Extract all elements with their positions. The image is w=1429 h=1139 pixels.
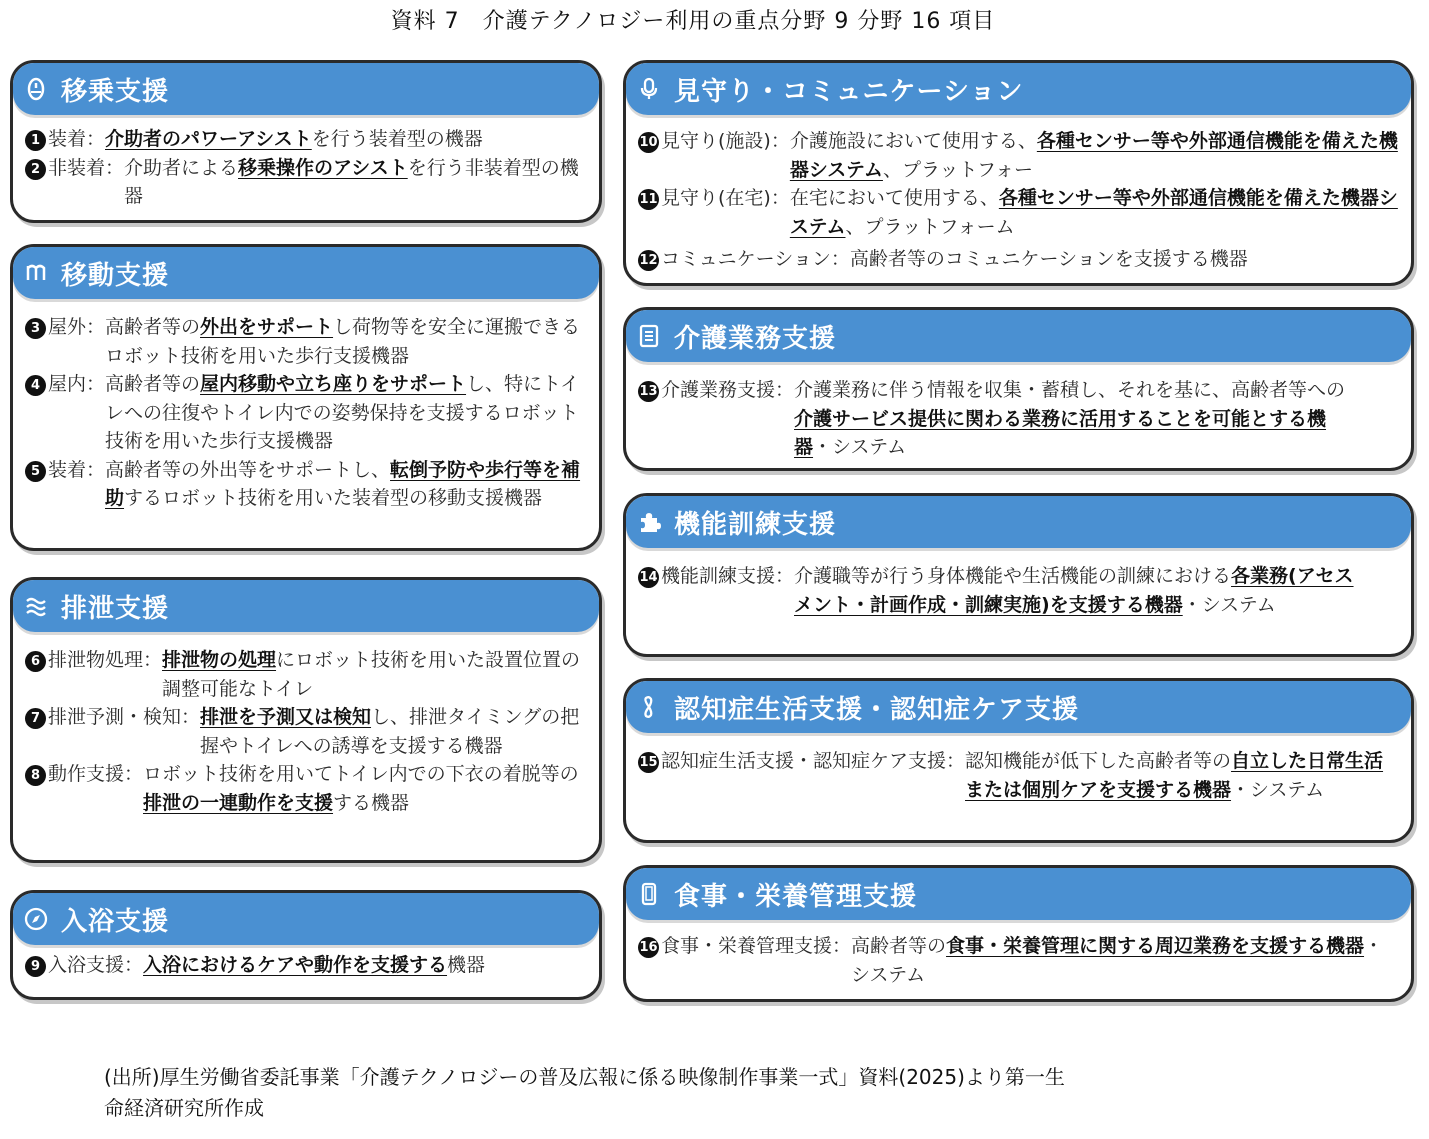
card-mobility-support <box>10 244 602 551</box>
card-meal-nutrition-support <box>623 865 1414 1002</box>
item-label: 機能訓練支援： <box>661 565 795 587</box>
list-item <box>25 313 589 370</box>
list-item <box>638 245 1401 274</box>
item-text: 高齢者等の <box>105 316 201 338</box>
puzzle-icon <box>636 509 662 535</box>
item-text: 在宅において使用する、 <box>789 187 999 209</box>
item-text: ・システム <box>813 436 907 458</box>
card-header <box>626 681 1411 733</box>
person-transfer-icon <box>23 76 49 102</box>
item-text: を行う非装着型の機器 <box>124 156 579 207</box>
card-functional-training-support <box>623 493 1414 657</box>
card-bathing-support <box>10 890 602 1000</box>
emphasis-text: 移乗操作のアシスト <box>238 156 408 179</box>
item-number: 10 <box>638 132 659 153</box>
emphasis-text: 介護サービス提供に関わる業務に活用することを可能とする機器 <box>794 407 1327 458</box>
smartphone-icon <box>636 881 662 907</box>
card-transfer-support <box>10 60 602 223</box>
item-text: 、プラットフォーム <box>845 215 1015 238</box>
card-header <box>626 868 1411 920</box>
card-header <box>626 310 1411 362</box>
item-text: 介護施設において使用する、 <box>789 130 1037 152</box>
item-number: 3 <box>25 318 46 339</box>
item-label: 見守り(施設)： <box>661 130 790 152</box>
item-number: 6 <box>25 651 46 672</box>
item-text: する機器 <box>333 791 410 814</box>
emphasis-text: 介助者のパワーアシスト <box>105 128 312 150</box>
item-text: 機器 <box>447 954 486 976</box>
item-number: 13 <box>638 381 659 402</box>
list-item <box>25 125 589 154</box>
item-text: し、特にトイレへの往復やトイレ内での姿勢保持を支援するロボット技術を用いた歩行支援機器 <box>105 373 580 452</box>
emphasis-text: 排泄の一連動作を支援 <box>143 791 334 814</box>
walking-icon <box>23 260 49 286</box>
item-text: し荷物等を安全に運搬できるロボット技術を用いた歩行支援機器 <box>105 316 581 367</box>
card-title: 機能訓練支援 <box>674 509 837 540</box>
source-note <box>104 1062 1284 1124</box>
card-excretion-support <box>10 577 602 863</box>
card-header <box>626 496 1411 548</box>
emphasis-text: 自立した日常生活または個別ケアを支援する機器 <box>965 750 1384 801</box>
item-number: 7 <box>25 708 46 729</box>
document-list-icon <box>636 323 662 349</box>
item-label: 入浴支援： <box>48 954 144 976</box>
card-title: 排泄支援 <box>61 593 170 624</box>
emphasis-text: 各業務(アセスメント・計画作成・訓練実施)を支援する機器 <box>794 565 1354 616</box>
card-header <box>626 63 1411 115</box>
emphasis-text: 入浴におけるケアや動作を支援する <box>143 954 448 976</box>
item-text: にロボット技術を用いた設置位置の調整可能なトイレ <box>162 649 581 700</box>
item-text: ・システム <box>1231 778 1325 801</box>
item-number: 4 <box>25 375 46 396</box>
item-text: 高齢者等のコミュニケーションを支援する機器 <box>849 248 1248 270</box>
card-title: 移乗支援 <box>61 76 170 107</box>
list-item <box>25 646 589 703</box>
card-header <box>13 247 599 299</box>
emphasis-text: 屋内移動や立ち座りをサポート <box>200 373 467 395</box>
list-item <box>25 456 589 513</box>
list-item <box>25 951 589 980</box>
item-label: 認知症生活支援・認知症ケア支援： <box>661 750 966 772</box>
item-label: 見守り(在宅)： <box>661 187 790 209</box>
item-text: ・システム <box>1182 593 1276 616</box>
list-item <box>638 184 1401 241</box>
card-title: 見守り・コミュニケーション <box>674 76 1024 107</box>
item-number: 14 <box>638 567 659 588</box>
card-header <box>13 580 599 632</box>
emphasis-text: 各種センサー等や外部通信機能を備えた機器システム <box>789 130 1398 181</box>
item-label: 排泄物処理： <box>48 649 163 671</box>
item-label: 排泄予測・検知： <box>48 706 201 728</box>
item-number: 2 <box>25 159 46 180</box>
card-title: 食事・栄養管理支援 <box>674 881 918 912</box>
page-title: 資料 7 介護テクノロジー利用の重点分野 9 分野 16 項目 <box>390 9 996 34</box>
list-item <box>25 703 589 760</box>
card-title: 移動支援 <box>61 260 170 291</box>
microphone-icon <box>636 76 662 102</box>
card-title: 認知症生活支援・認知症ケア支援 <box>674 694 1080 725</box>
source-line-2: 命経済研究所作成 <box>104 1096 264 1120</box>
card-header <box>13 893 599 945</box>
item-text: 高齢者等の <box>851 935 947 957</box>
card-header <box>13 63 599 115</box>
item-number: 11 <box>638 189 659 210</box>
bath-compass-icon <box>23 906 49 932</box>
item-text: ロボット技術を用いてトイレ内での下衣の着脱等の <box>143 763 579 785</box>
list-item <box>638 127 1401 184</box>
emphasis-text: 外出をサポート <box>200 316 334 338</box>
item-label: コミュニケーション： <box>661 248 850 270</box>
item-text: するロボット技術を用いた装着型の移動支援機器 <box>124 487 543 509</box>
source-line-1: (出所)厚生労働省委託事業「介護テクノロジーの普及広報に係る映像制作事業一式」資料(2025)より第一生 <box>104 1065 1065 1089</box>
card-monitoring-communication <box>623 60 1414 286</box>
item-number: 12 <box>638 250 659 271</box>
item-text: ・システム <box>851 935 1384 986</box>
item-label: 非装着： <box>48 156 125 179</box>
emphasis-text: 排泄を予測又は検知 <box>200 706 372 728</box>
list-item <box>25 370 589 456</box>
item-text: を行う装着型の機器 <box>311 128 483 150</box>
item-text: 高齢者等の外出等をサポートし、 <box>105 458 391 481</box>
item-number: 16 <box>638 937 659 958</box>
item-number: 15 <box>638 752 659 773</box>
item-text: し、排泄タイミングの把握やトイレへの誘導を支援する機器 <box>200 706 580 757</box>
list-item <box>638 747 1401 804</box>
item-label: 動作支援： <box>48 763 144 785</box>
item-number: 5 <box>25 461 46 482</box>
item-label: 装着： <box>48 128 106 150</box>
item-number: 8 <box>25 765 46 786</box>
emphasis-text: 排泄物の処理 <box>162 649 277 671</box>
item-label: 介護業務支援： <box>661 379 795 401</box>
infinity-icon <box>636 694 662 720</box>
item-text: 、プラットフォー <box>882 158 1034 181</box>
item-number: 9 <box>25 956 46 977</box>
item-text: 介護職等が行う身体機能や生活機能の訓練における <box>794 565 1232 587</box>
list-item <box>638 932 1401 989</box>
card-title: 介護業務支援 <box>674 323 837 354</box>
list-item <box>25 154 589 211</box>
list-item <box>25 760 589 817</box>
item-label: 屋内： <box>48 373 106 395</box>
item-text: 介助者による <box>124 156 239 179</box>
item-text: 介護業務に伴う情報を収集・蓄積し、それを基に、高齢者等への <box>794 379 1346 401</box>
item-label: 食事・栄養管理支援： <box>661 935 852 957</box>
item-text: 高齢者等の <box>105 373 201 395</box>
emphasis-text: 各種センサー等や外部通信機能を備えた機器システム <box>789 187 1398 238</box>
emphasis-text: 食事・栄養管理に関する周辺業務を支援する機器 <box>946 935 1365 957</box>
list-item <box>638 562 1401 619</box>
card-care-work-support <box>623 307 1414 471</box>
card-title: 入浴支援 <box>61 906 170 937</box>
card-dementia-support <box>623 678 1414 843</box>
list-item <box>638 376 1401 462</box>
wave-icon <box>23 593 49 619</box>
item-text: 認知機能が低下した高齢者等の <box>965 750 1232 772</box>
emphasis-text: 転倒予防や歩行等を補助 <box>105 458 581 509</box>
item-label: 屋外： <box>48 316 106 338</box>
item-label: 装着： <box>48 458 106 481</box>
item-number: 1 <box>25 130 46 151</box>
